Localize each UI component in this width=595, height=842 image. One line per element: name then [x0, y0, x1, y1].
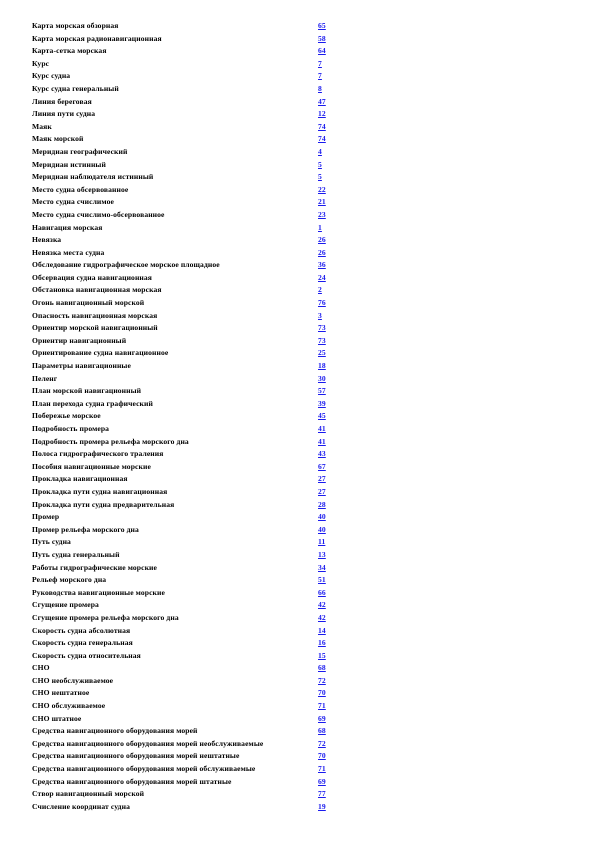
- index-row: [32, 398, 352, 411]
- index-term: Полоса гидрографического траления: [32, 449, 164, 459]
- index-row: [32, 687, 352, 700]
- index-term: Место судна счислимое: [32, 197, 114, 207]
- page-number-link[interactable]: 12: [318, 109, 326, 119]
- index-term: План морской навигационный: [32, 386, 142, 396]
- index-term: План перехода судна графический: [32, 398, 153, 408]
- page-number-link[interactable]: 5: [318, 159, 322, 169]
- page-number-link[interactable]: 69: [318, 776, 326, 786]
- index-term: Невязка места судна: [32, 247, 105, 257]
- index-term: Промер рельефа морского дна: [32, 524, 139, 534]
- index-row: [32, 45, 352, 58]
- page-number-link[interactable]: 5: [318, 172, 322, 182]
- page-number-link[interactable]: 71: [318, 764, 326, 774]
- index-row: [32, 574, 352, 587]
- index-row: [32, 33, 352, 46]
- page-number-link[interactable]: 24: [318, 272, 326, 282]
- index-row: [32, 272, 352, 285]
- index-row: [32, 612, 352, 625]
- page-number-link[interactable]: 7: [318, 71, 322, 81]
- index-term: Скорость судна абсолютная: [32, 625, 131, 635]
- page-number-link[interactable]: 22: [318, 184, 326, 194]
- index-row: [32, 750, 352, 763]
- page-number-link[interactable]: 68: [318, 663, 326, 673]
- index-term: Курс судна: [32, 71, 71, 81]
- page-number-link[interactable]: 64: [318, 46, 326, 56]
- index-row: [32, 259, 352, 272]
- page-number-link[interactable]: 34: [318, 562, 326, 572]
- index-term: Путь судна: [32, 537, 71, 547]
- index-term: СНО обслуживаемое: [32, 701, 106, 711]
- index-term: Путь судна генеральный: [32, 549, 120, 559]
- index-row: [32, 347, 352, 360]
- index-term: Прокладка пути судна предварительная: [32, 499, 175, 509]
- index-term: Средства навигационного оборудования морей обслуживаемые: [32, 764, 256, 774]
- index-row: [32, 801, 352, 814]
- index-term: Пеленг: [32, 373, 58, 383]
- index-term: Прокладка навигационная: [32, 474, 128, 484]
- page-number-link[interactable]: 39: [318, 398, 326, 408]
- page-number-link[interactable]: 57: [318, 386, 326, 396]
- index-term: Карта-сетка морская: [32, 46, 107, 56]
- index-row: [32, 196, 352, 209]
- page-number-link[interactable]: 30: [318, 373, 326, 383]
- index-row: [32, 499, 352, 512]
- page-number-link[interactable]: 69: [318, 713, 326, 723]
- index-term: Ориентирование судна навигационное: [32, 348, 169, 358]
- page-number-link[interactable]: 14: [318, 625, 326, 635]
- page-number-link[interactable]: 58: [318, 33, 326, 43]
- index-term: Прокладка пути судна навигационная: [32, 486, 168, 496]
- index-term: Ориентир морской навигационный: [32, 323, 158, 333]
- index-term: Створ навигационный морской: [32, 789, 145, 799]
- page-number-link[interactable]: 68: [318, 726, 326, 736]
- index-term: Линия пути судна: [32, 109, 96, 119]
- index-term: Средства навигационного оборудования морей: [32, 726, 198, 736]
- page-number-link[interactable]: 42: [318, 612, 326, 622]
- page-number-link[interactable]: 66: [318, 587, 326, 597]
- index-row: [32, 713, 352, 726]
- page-number-link[interactable]: 42: [318, 600, 326, 610]
- index-row: [32, 297, 352, 310]
- index-row: [32, 410, 352, 423]
- index-row: [32, 385, 352, 398]
- index-term: Пособия навигационные морские: [32, 461, 151, 471]
- page-number-link[interactable]: 21: [318, 197, 326, 207]
- index-term: Обсервация судна навигационная: [32, 272, 153, 282]
- index-row: [32, 20, 352, 33]
- page-number-link[interactable]: 41: [318, 424, 326, 433]
- index-row: [32, 284, 352, 297]
- index-row: [32, 310, 352, 323]
- index-row: [32, 83, 352, 96]
- index-term: Средства навигационного оборудования морей нештатные: [32, 751, 240, 761]
- index-term: Побережье морское: [32, 411, 101, 421]
- page-number-link[interactable]: 13: [318, 549, 326, 559]
- index-term: Линия береговая: [32, 96, 92, 106]
- index-term: Место судна обсервованное: [32, 184, 129, 194]
- index-term: Опасность навигационная морская: [32, 310, 158, 320]
- index-term: Средства навигационного оборудования морей необслуживаемые: [32, 738, 264, 748]
- index-row: [32, 587, 352, 600]
- index-row: [32, 247, 352, 260]
- index-row: [32, 209, 352, 222]
- page-number-link[interactable]: 15: [318, 650, 326, 660]
- index-row: [32, 322, 352, 335]
- index-term: Курс судна генеральный: [32, 83, 119, 93]
- index-term: Обстановка навигационная морская: [32, 285, 162, 295]
- index-row: [32, 776, 352, 789]
- index-term: Маяк: [32, 121, 52, 131]
- page-number-link[interactable]: 27: [318, 486, 326, 496]
- page-number-link[interactable]: 2: [318, 285, 322, 295]
- index-row: [32, 473, 352, 486]
- index-row: [32, 738, 352, 751]
- index-row: [32, 725, 352, 738]
- index-row: [32, 423, 352, 436]
- index-row: [32, 159, 352, 172]
- page-number-link[interactable]: 27: [318, 474, 326, 484]
- index-row: [32, 625, 352, 638]
- index-term: Ориентир навигационный: [32, 335, 127, 345]
- index-row: [32, 222, 352, 235]
- page-number-link[interactable]: 26: [318, 235, 326, 245]
- page-number-link[interactable]: 28: [318, 499, 326, 509]
- page-number-link[interactable]: 74: [318, 121, 326, 131]
- index-term: Счисление координат судна: [32, 801, 130, 811]
- page-number-link[interactable]: 40: [318, 512, 326, 522]
- index-row: [32, 335, 352, 348]
- index-term: Карта морская обзорная: [32, 21, 119, 30]
- page-number-link[interactable]: 36: [318, 260, 326, 270]
- index-term: Огонь навигационный морской: [32, 298, 145, 308]
- index-term: Работы гидрографические морские: [32, 562, 157, 572]
- index-row: [32, 70, 352, 83]
- page-number-link[interactable]: 19: [318, 801, 326, 811]
- index-row: [32, 788, 352, 801]
- index-row: [32, 650, 352, 663]
- index-term: Руководства навигационные морские: [32, 587, 165, 597]
- page-number-link[interactable]: 71: [318, 701, 326, 711]
- index-row: [32, 536, 352, 549]
- page-number-link[interactable]: 4: [318, 146, 322, 156]
- page-number-link[interactable]: 1: [318, 222, 322, 232]
- index-term: Параметры навигационные: [32, 361, 131, 371]
- page-number-link[interactable]: 76: [318, 298, 326, 308]
- page-number-link[interactable]: 23: [318, 209, 326, 219]
- index-term: Рельеф морского дна: [32, 575, 107, 585]
- page-number-link[interactable]: 67: [318, 461, 326, 471]
- page-number-link[interactable]: 74: [318, 134, 326, 144]
- index-row: [32, 360, 352, 373]
- index-term: Место судна счислимо-обсервованное: [32, 209, 165, 219]
- index-row: [32, 448, 352, 461]
- page-number-link[interactable]: 65: [318, 21, 326, 30]
- index-term: Маяк морской: [32, 134, 84, 144]
- index-row: [32, 675, 352, 688]
- page-number-link[interactable]: 70: [318, 688, 326, 698]
- index-row: [32, 146, 352, 159]
- index-term: СНО необслуживаемое: [32, 675, 114, 685]
- index-term: Меридиан наблюдателя истинный: [32, 172, 154, 182]
- page-number-link[interactable]: 73: [318, 335, 326, 345]
- index-term: Скорость судна генеральная: [32, 638, 133, 648]
- index-row: [32, 524, 352, 537]
- page-number-link[interactable]: 26: [318, 247, 326, 257]
- index-term: Сгущение промера рельефа морского дна: [32, 612, 179, 622]
- page-number-link[interactable]: 7: [318, 58, 322, 68]
- page-number-link[interactable]: 41: [318, 436, 326, 446]
- index-row: [32, 511, 352, 524]
- page-number-link[interactable]: 43: [318, 449, 326, 459]
- page-number-link[interactable]: 45: [318, 411, 326, 421]
- index-term: Меридиан географический: [32, 146, 128, 156]
- index-row: [32, 486, 352, 499]
- index-row: [32, 96, 352, 109]
- page-number-link[interactable]: 8: [318, 83, 322, 93]
- index-row: [32, 549, 352, 562]
- index-row: [32, 373, 352, 386]
- page-number-link[interactable]: 47: [318, 96, 326, 106]
- index-row: [32, 562, 352, 575]
- index-row: [32, 700, 352, 713]
- index-row: [32, 763, 352, 776]
- index-row: [32, 58, 352, 71]
- index-row: [32, 108, 352, 121]
- index-row: [32, 234, 352, 247]
- index-term: Сгущение промера: [32, 600, 99, 610]
- term-index-list: [32, 20, 352, 813]
- page-number-link[interactable]: 77: [318, 789, 326, 799]
- index-term: СНО нештатное: [32, 688, 90, 698]
- index-row: [32, 637, 352, 650]
- index-term: Подробность промера: [32, 424, 110, 433]
- page-number-link[interactable]: 72: [318, 675, 326, 685]
- index-term: Средства навигационного оборудования морей штатные: [32, 776, 232, 786]
- index-row: [32, 133, 352, 146]
- index-term: Карта морская радионавигационная: [32, 33, 162, 43]
- page-number-link[interactable]: 16: [318, 638, 326, 648]
- index-row: [32, 599, 352, 612]
- index-row: [32, 184, 352, 197]
- index-row: [32, 662, 352, 675]
- index-term: СНО штатное: [32, 713, 82, 723]
- page-number-link[interactable]: 11: [318, 537, 326, 547]
- page-number-link[interactable]: 73: [318, 323, 326, 333]
- index-term: Подробность промера рельефа морского дна: [32, 436, 189, 446]
- index-term: Навигация морская: [32, 222, 103, 232]
- page-number-link[interactable]: 3: [318, 310, 322, 320]
- index-row: [32, 121, 352, 134]
- page-number-link[interactable]: 25: [318, 348, 326, 358]
- index-row: [32, 461, 352, 474]
- index-term: Меридиан истинный: [32, 159, 106, 169]
- page-number-link[interactable]: 18: [318, 361, 326, 371]
- index-term: Курс: [32, 58, 50, 68]
- page-number-link[interactable]: 40: [318, 524, 326, 534]
- index-term: СНО: [32, 663, 50, 673]
- index-row: [32, 171, 352, 184]
- page-number-link[interactable]: 72: [318, 738, 326, 748]
- index-term: Невязка: [32, 235, 62, 245]
- page-number-link[interactable]: 70: [318, 751, 326, 761]
- index-term: Скорость судна относительная: [32, 650, 141, 660]
- index-row: [32, 436, 352, 449]
- page-number-link[interactable]: 51: [318, 575, 326, 585]
- index-term: Промер: [32, 512, 60, 522]
- index-term: Обследование гидрографическое морское площадное: [32, 260, 220, 270]
